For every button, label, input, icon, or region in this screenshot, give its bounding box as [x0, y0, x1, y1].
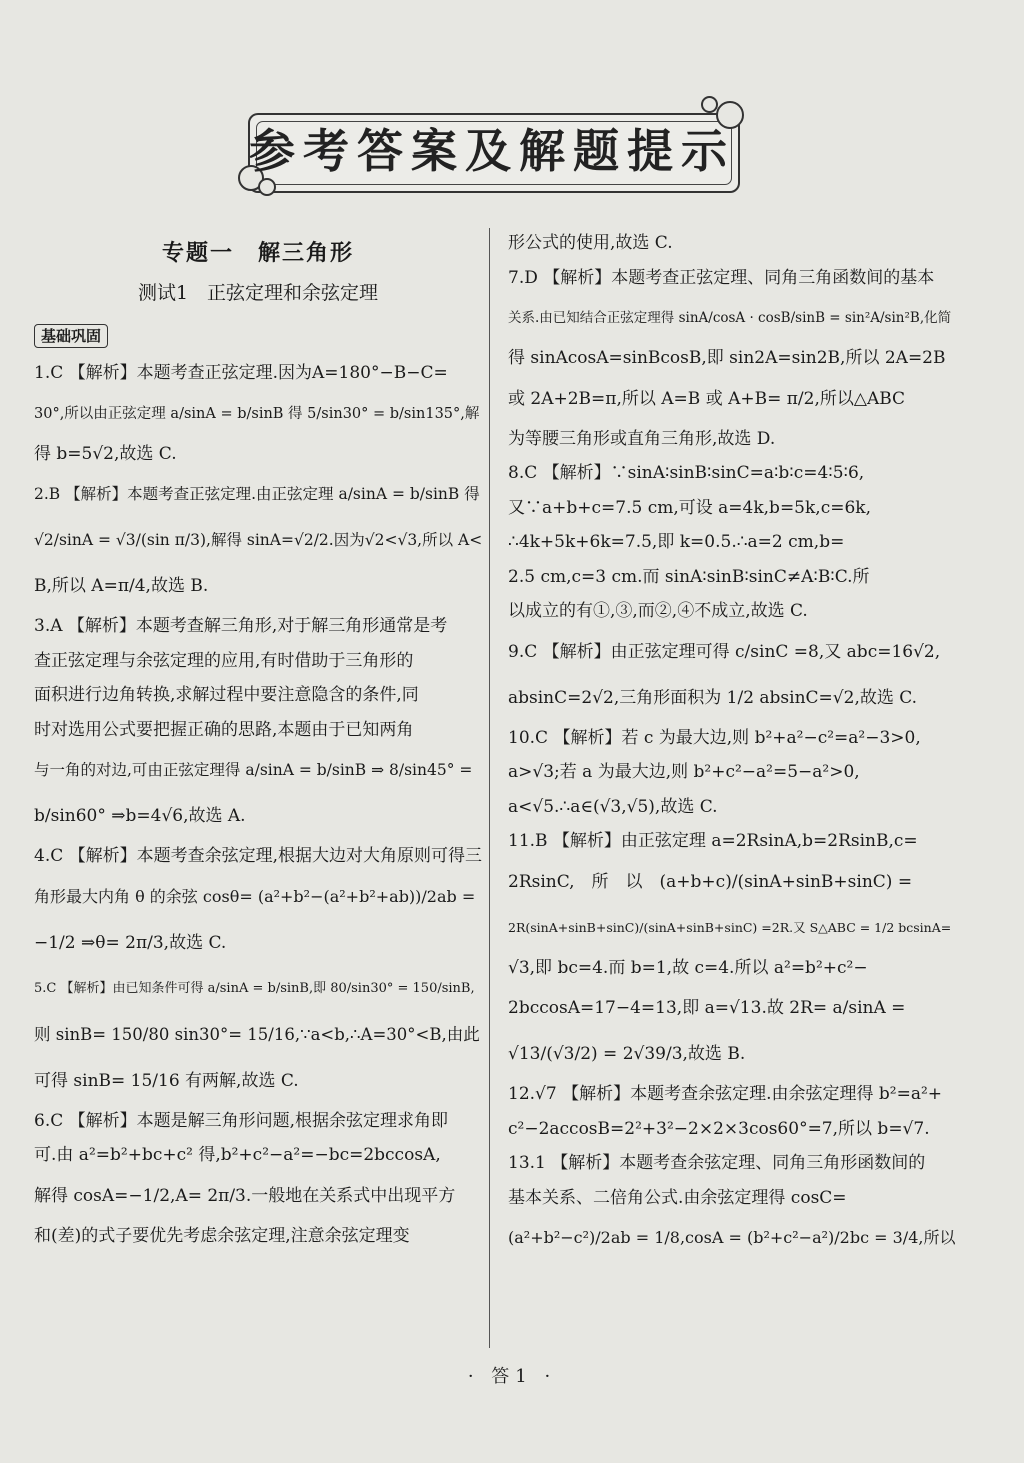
answer-line: 关系.由已知结合正弦定理得 sinA/cosA · cosB/sinB = sin²A/sin²B,化简	[508, 310, 952, 326]
answer-line: 11.B 【解析】由正弦定理 a=2RsinA,b=2RsinB,c=	[508, 831, 918, 851]
answer-line: 面积进行边角转换,求解过程中要注意隐含的条件,同	[34, 685, 419, 705]
answer-line: 或 2A+2B=π,所以 A=B 或 A+B= π/2,所以△ABC	[508, 388, 906, 409]
answer-line: B,所以 A=π/4,故选 B.	[34, 576, 209, 596]
section-title: 专题一 解三角形	[161, 240, 354, 266]
answer-line: −1/2 ⇒θ= 2π/3,故选 C.	[34, 932, 227, 953]
answer-line: (a²+b²−c²)/2ab = 1/8,cosA = (b²+c²−a²)/2bc = 3/4,所以	[508, 1228, 956, 1247]
answer-line: √2/sinA = √3/(sin π/3),解得 sinA=√2/2.因为√2<√3,所以 A<	[34, 531, 483, 549]
answer-line: 可得 sinB= 15/16 有两解,故选 C.	[34, 1070, 299, 1091]
answer-line: b/sin60° ⇒b=4√6,故选 A.	[34, 806, 246, 826]
answer-line: 形公式的使用,故选 C.	[508, 233, 673, 253]
answer-line: ∴4k+5k+6k=7.5,即 k=0.5.∴a=2 cm,b=	[508, 532, 845, 552]
answer-line: 和(差)的式子要优先考虑余弦定理,注意余弦定理变	[34, 1225, 410, 1246]
answer-line: 2RsinC, 所 以 (a+b+c)/(sinA+sinB+sinC) =	[508, 871, 913, 892]
left-column	[34, 226, 482, 1253]
answer-line: 则 sinB= 150/80 sin30°= 15/16,∵a<b,∴A=30°<B,由此	[34, 1024, 480, 1044]
answer-line: a<√5.∴a∈(√3,√5),故选 C.	[508, 796, 718, 817]
answer-line: 得 sinAcosA=sinBcosB,即 sin2A=sin2B,所以 2A=2B	[508, 348, 946, 368]
page-title: 参考答案及解题提示	[249, 124, 735, 178]
answer-line: 2bccosA=17−4=13,即 a=√13.故 2R= a/sinA =	[508, 998, 906, 1018]
title-deco-circle	[701, 96, 718, 113]
answer-line: √3,即 bc=4.而 b=1,故 c=4.所以 a²=b²+c²−	[508, 957, 868, 978]
answer-line: absinC=2√2,三角形面积为 1/2 absinC=√2,故选 C.	[508, 687, 918, 708]
answer-line: 12.√7 【解析】本题考查余弦定理.由余弦定理得 b²=a²+	[508, 1084, 943, 1104]
answer-line: 与一角的对边,可由正弦定理得 a/sinA = b/sinB ⇒ 8/sin45° =	[34, 761, 473, 779]
answer-line: 得 b=5√2,故选 C.	[34, 443, 177, 464]
answer-line: 解得 cosA=−1/2,A= 2π/3.一般地在关系式中出现平方	[34, 1185, 456, 1206]
answer-line: √13/(√3/2) = 2√39/3,故选 B.	[508, 1044, 746, 1064]
answer-line: 查正弦定理与余弦定理的应用,有时借助于三角形的	[34, 650, 414, 671]
answer-line: 基本关系、二倍角公式.由余弦定理得 cosC=	[508, 1187, 847, 1208]
answer-line: c²−2accosB=2²+3²−2×2×3cos60°=7,所以 b=√7.	[508, 1118, 930, 1139]
answer-line: 可.由 a²=b²+bc+c² 得,b²+c²−a²=−bc=2bccosA,	[34, 1145, 441, 1165]
answer-line: 8.C 【解析】∵sinA∶sinB∶sinC=a∶b∶c=4∶5∶6,	[508, 463, 865, 483]
answer-line: 6.C 【解析】本题是解三角形问题,根据余弦定理求角即	[34, 1110, 449, 1131]
sub-title: 测试1 正弦定理和余弦定理	[137, 282, 379, 304]
column-divider	[489, 228, 490, 1348]
answer-line: 2R(sinA+sinB+sinC)/(sinA+sinB+sinC) =2R.又 S△ABC = 1/2 bcsinA=	[508, 919, 952, 935]
answer-line: 以成立的有①,③,而②,④不成立,故选 C.	[508, 601, 808, 621]
answer-line: 2.5 cm,c=3 cm.而 sinA∶sinB∶sinC≠A∶B∶C.所	[508, 566, 870, 587]
answer-line: 角形最大内角 θ 的余弦 cosθ= (a²+b²−(a²+b²+ab))/2ab =	[34, 886, 476, 906]
answer-line: 30°,所以由正弦定理 a/sinA = b/sinB 得 5/sin30° = b/sin135°,解	[34, 405, 480, 422]
answer-line: 3.A 【解析】本题考查解三角形,对于解三角形通常是考	[34, 616, 448, 636]
answer-line: 9.C 【解析】由正弦定理可得 c/sinC =8,又 abc=16√2,	[508, 641, 941, 662]
answer-line: 2.B 【解析】本题考查正弦定理.由正弦定理 a/sinA = b/sinB 得	[34, 485, 480, 503]
section-tag: 基础巩固	[34, 324, 108, 348]
answer-line: 时对选用公式要把握正确的思路,本题由于已知两角	[34, 719, 414, 740]
answer-line: 为等腰三角形或直角三角形,故选 D.	[508, 428, 776, 449]
answer-line: a>√3;若 a 为最大边,则 b²+c²−a²=5−a²>0,	[508, 762, 860, 782]
answer-line: 4.C 【解析】本题考查余弦定理,根据大边对大角原则可得三	[34, 846, 483, 866]
answer-line: 又∵a+b+c=7.5 cm,可设 a=4k,b=5k,c=6k,	[508, 497, 871, 518]
answer-line: 13.1 【解析】本题考查余弦定理、同角三角形函数间的	[508, 1153, 926, 1173]
page-number: · 答1 ·	[467, 1366, 557, 1387]
right-column	[508, 226, 960, 1261]
answer-line: 5.C 【解析】由已知条件可得 a/sinA = b/sinB,即 80/sin30° = 150/sinB,	[34, 980, 475, 996]
answer-line: 10.C 【解析】若 c 为最大边,则 b²+a²−c²=a²−3>0,	[508, 727, 921, 748]
answer-line: 7.D 【解析】本题考查正弦定理、同角三角函数间的基本	[508, 267, 935, 288]
answer-line: 1.C 【解析】本题考查正弦定理.因为A=180°−B−C=	[34, 363, 448, 383]
